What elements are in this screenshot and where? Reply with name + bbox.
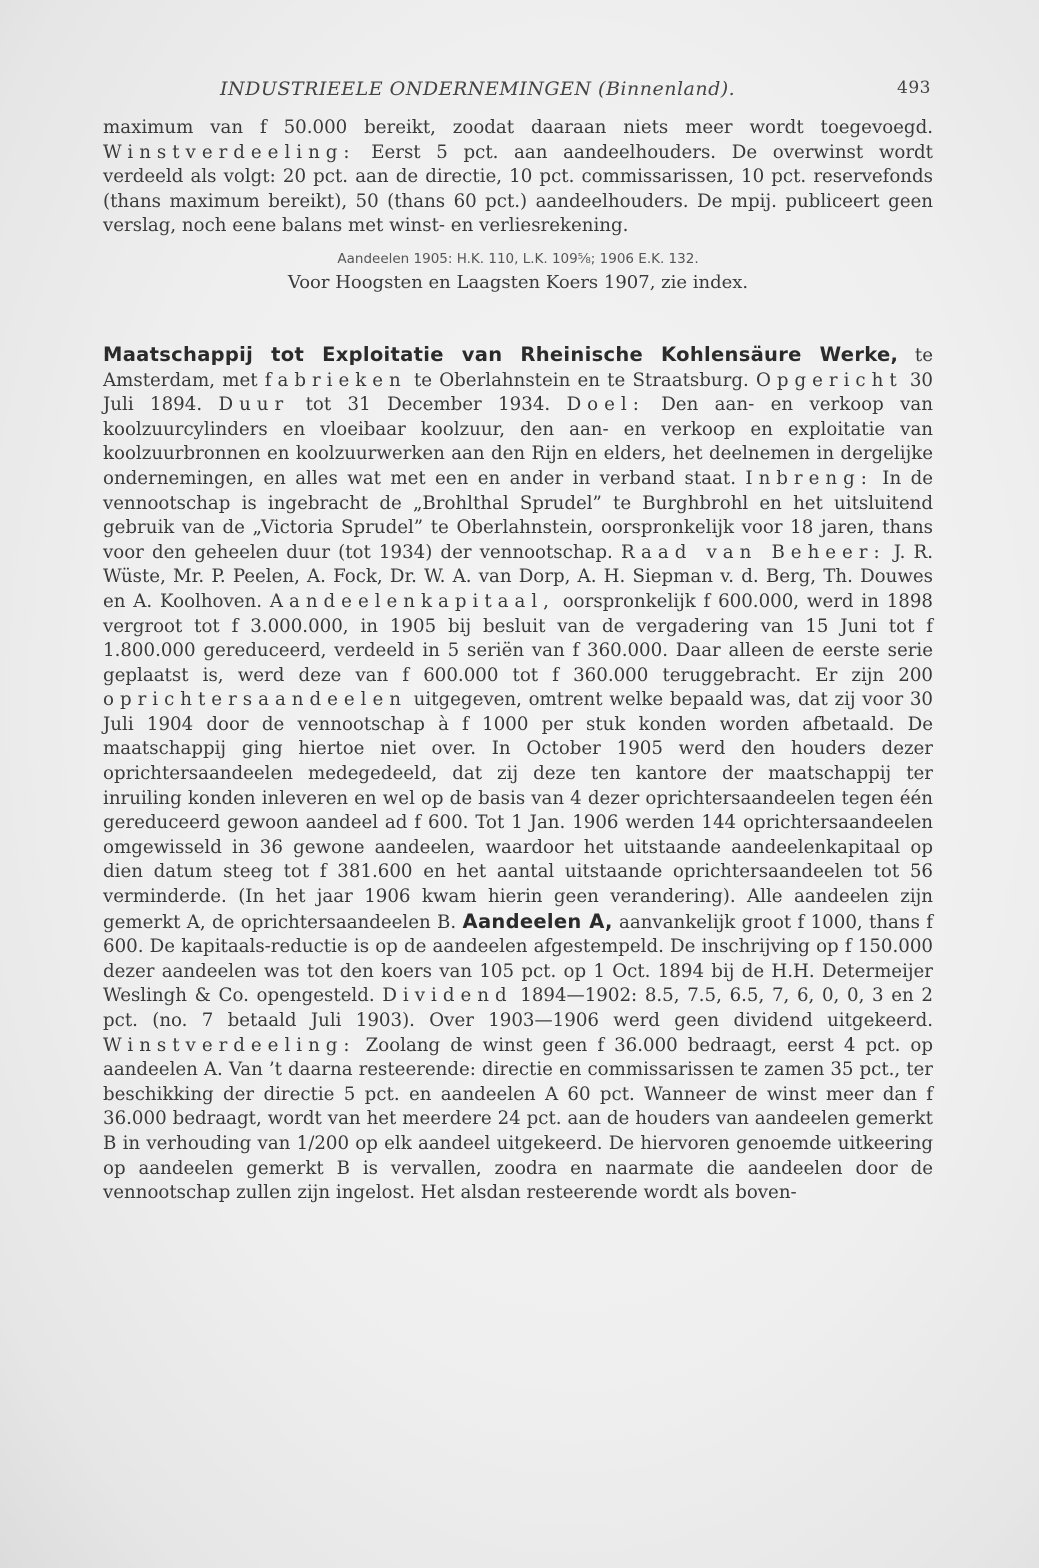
spaced-label-inbreng: Inbreng: (745, 467, 873, 489)
company-entry-paragraph (103, 343, 933, 1206)
bold-label-aandeelen-a: Aandeelen A, (462, 909, 613, 933)
body-text: J. R. Wüste, Mr. P. Peelen, A. Fock, Dr. W. A. van Dorp, A. H. Siepman v. d. Berg, Th. Douwes en A. Koolhoven. (103, 541, 934, 612)
body-text: 30 Juli 1894. (103, 369, 933, 416)
spaced-label-opgericht: Opgericht (755, 369, 903, 391)
spaced-label-raad-van-beheer: Raad van Beheer: (620, 541, 886, 563)
body-text: Den aan- en verkoop van koolzuurcylinders en vloeibaar koolzuur, den aan- en verkoop en exploitatie van koolzuurbronnen en koolzuurwerken aan den Rijn en elders, het deelnemen in dergelijke ondernemingen, en alles wat met een en ander in verband staat. (103, 394, 933, 489)
body-text: Zoolang de winst geen f 36.000 bedraagt, eerst 4 pct. op aandeelen A. Van ’t daarna resteerende: directie en commissarissen te zamen 35 pct., ter beschikking der directie 5 pct. en aandeelen A 60 pct. Wanneer de winst meer dan f 36.000 bedraagt, wordt van het meerdere 24 pct. aan de houders van aandeelen gemerkt B in verhouding van 1/200 op elk aandeel uitgekeerd. De hiervoren genoemde uitkeering op aandeelen gemerkt B is vervallen, zoodra en naarmate die aandeelen door de vennootschap zullen zijn ingelost. Het alsdan resteerende wordt als boven- (103, 1034, 933, 1204)
spaced-label-dividend: Dividend (382, 985, 513, 1007)
body-text: tot 31 December 1934. (289, 394, 567, 416)
page-number: 493 (897, 78, 931, 98)
body-text: maximum van f 50.000 bereikt, zoodat daaraan niets meer wordt toegevoegd. (103, 117, 933, 138)
body-text: te Oberlahnstein en te Straatsburg. (406, 369, 756, 391)
body-text: oorspronkelijk f 600.000, werd in 1898 vergroot tot f 3.000.000, in 1905 bij besluit van de vergadering van 15 Juni tot f 1.800.000 gereduceerd, verdeeld in 5 seriën van f 360.000. Daar alleen de eerste serie geplaatst is, werd deze van f 600.000 tot f 360.000 teruggebracht. Er zijn 200 (103, 590, 933, 686)
spaced-label-aandeelenkapitaal: Aandeelenkapitaal, (269, 590, 555, 612)
company-name: Maatschappij tot Exploitatie van Rheinische Kohlensäure Werke, (103, 342, 899, 366)
running-title: INDUSTRIEELE ONDERNEMINGEN (Binnenland). (220, 78, 736, 100)
running-header (103, 76, 933, 110)
previous-entry-paragraph (103, 116, 933, 239)
share-quotes-note: Aandeelen 1905: H.K. 110, L.K. 109⅝; 1906 E.K. 132. (337, 250, 699, 267)
body-text: aanvankelijk groot f 1000, thans f 600. De kapitaals-reductie is op de aandeelen afgestempeld. De inschrijving op f 150.000 dezer aandeelen was tot den koers van 105 pct. op 1 Oct. 1894 bij de H.H. Determeijer Weslingh & Co. opengesteld. (103, 911, 933, 1007)
spaced-label-winstverdeeling: Winstverdeeling: (103, 141, 356, 163)
spaced-label-oprichtersaandeelen: oprichtersaandeelen (103, 689, 407, 711)
body-text: In de vennootschap is ingebracht de „Brohlthal Sprudel” te Burghbrohl en het uitsluitend gebruik van de „Victoria Sprudel” te Oberlahnstein, oorspronkelijk voor 18 jaren, thans voor den geheelen duur (tot 1934) der vennootschap. (103, 467, 933, 563)
body-text: te Amsterdam, met (103, 344, 934, 391)
spaced-label-duur: Duur (218, 394, 290, 416)
index-reference: Voor Hoogsten en Laagsten Koers 1907, zie index. (287, 271, 749, 293)
body-text: Eerst 5 pct. aan aandeelhouders. De overwinst wordt verdeeld als volgt: 20 pct. aan de directie, 10 pct. commissarissen, 10 pct. reservefonds (thans maximum bereikt), 50 (thans 60 pct.) aandeelhouders. De mpij. publiceert geen verslag, noch eene balans met winst- en verliesrekening. (103, 141, 933, 237)
body-text: 1894—1902: 8.5, 7.5, 6.5, 7, 6, 0, 0, 3 en 2 pct. (no. 7 betaald Juli 1903). Over 1903—1906 werd geen dividend uitgekeerd. (103, 985, 933, 1031)
spaced-label-doel: Doel: (566, 394, 645, 416)
body-text: uitgegeven, omtrent welke bepaald was, dat zij voor 30 Juli 1904 door de vennootschap à f 1000 per stuk konden worden afbetaald. De maatschappij ging hiertoe niet over. In October 1905 werd den houders dezer oprichtersaandeelen medegedeeld, dat zij deze ten kantore der maatschappij ter inruiling konden inleveren en wel op de basis van 4 dezer oprichtersaandeelen tegen één gereduceerd gewoon aandeel ad f 600. Tot 1 Jan. 1906 werden 144 oprichtersaandeelen omgewisseld in 36 gewone aandeelen, waardoor het uitstaande aandeelenkapitaal op dien datum steeg tot f 381.600 en het aantal uitstaande oprichtersaandeelen tot 56 verminderde. (In het jaar 1906 kwam hierin geen verandering). Alle aandeelen zijn gemerkt A, de oprichtersaandeelen B. (103, 689, 933, 933)
spaced-label-fabrieken: fabrieken (264, 369, 407, 391)
spaced-label-winstverdeeling: Winstverdeeling: (103, 1034, 356, 1056)
document-page (103, 76, 933, 1206)
